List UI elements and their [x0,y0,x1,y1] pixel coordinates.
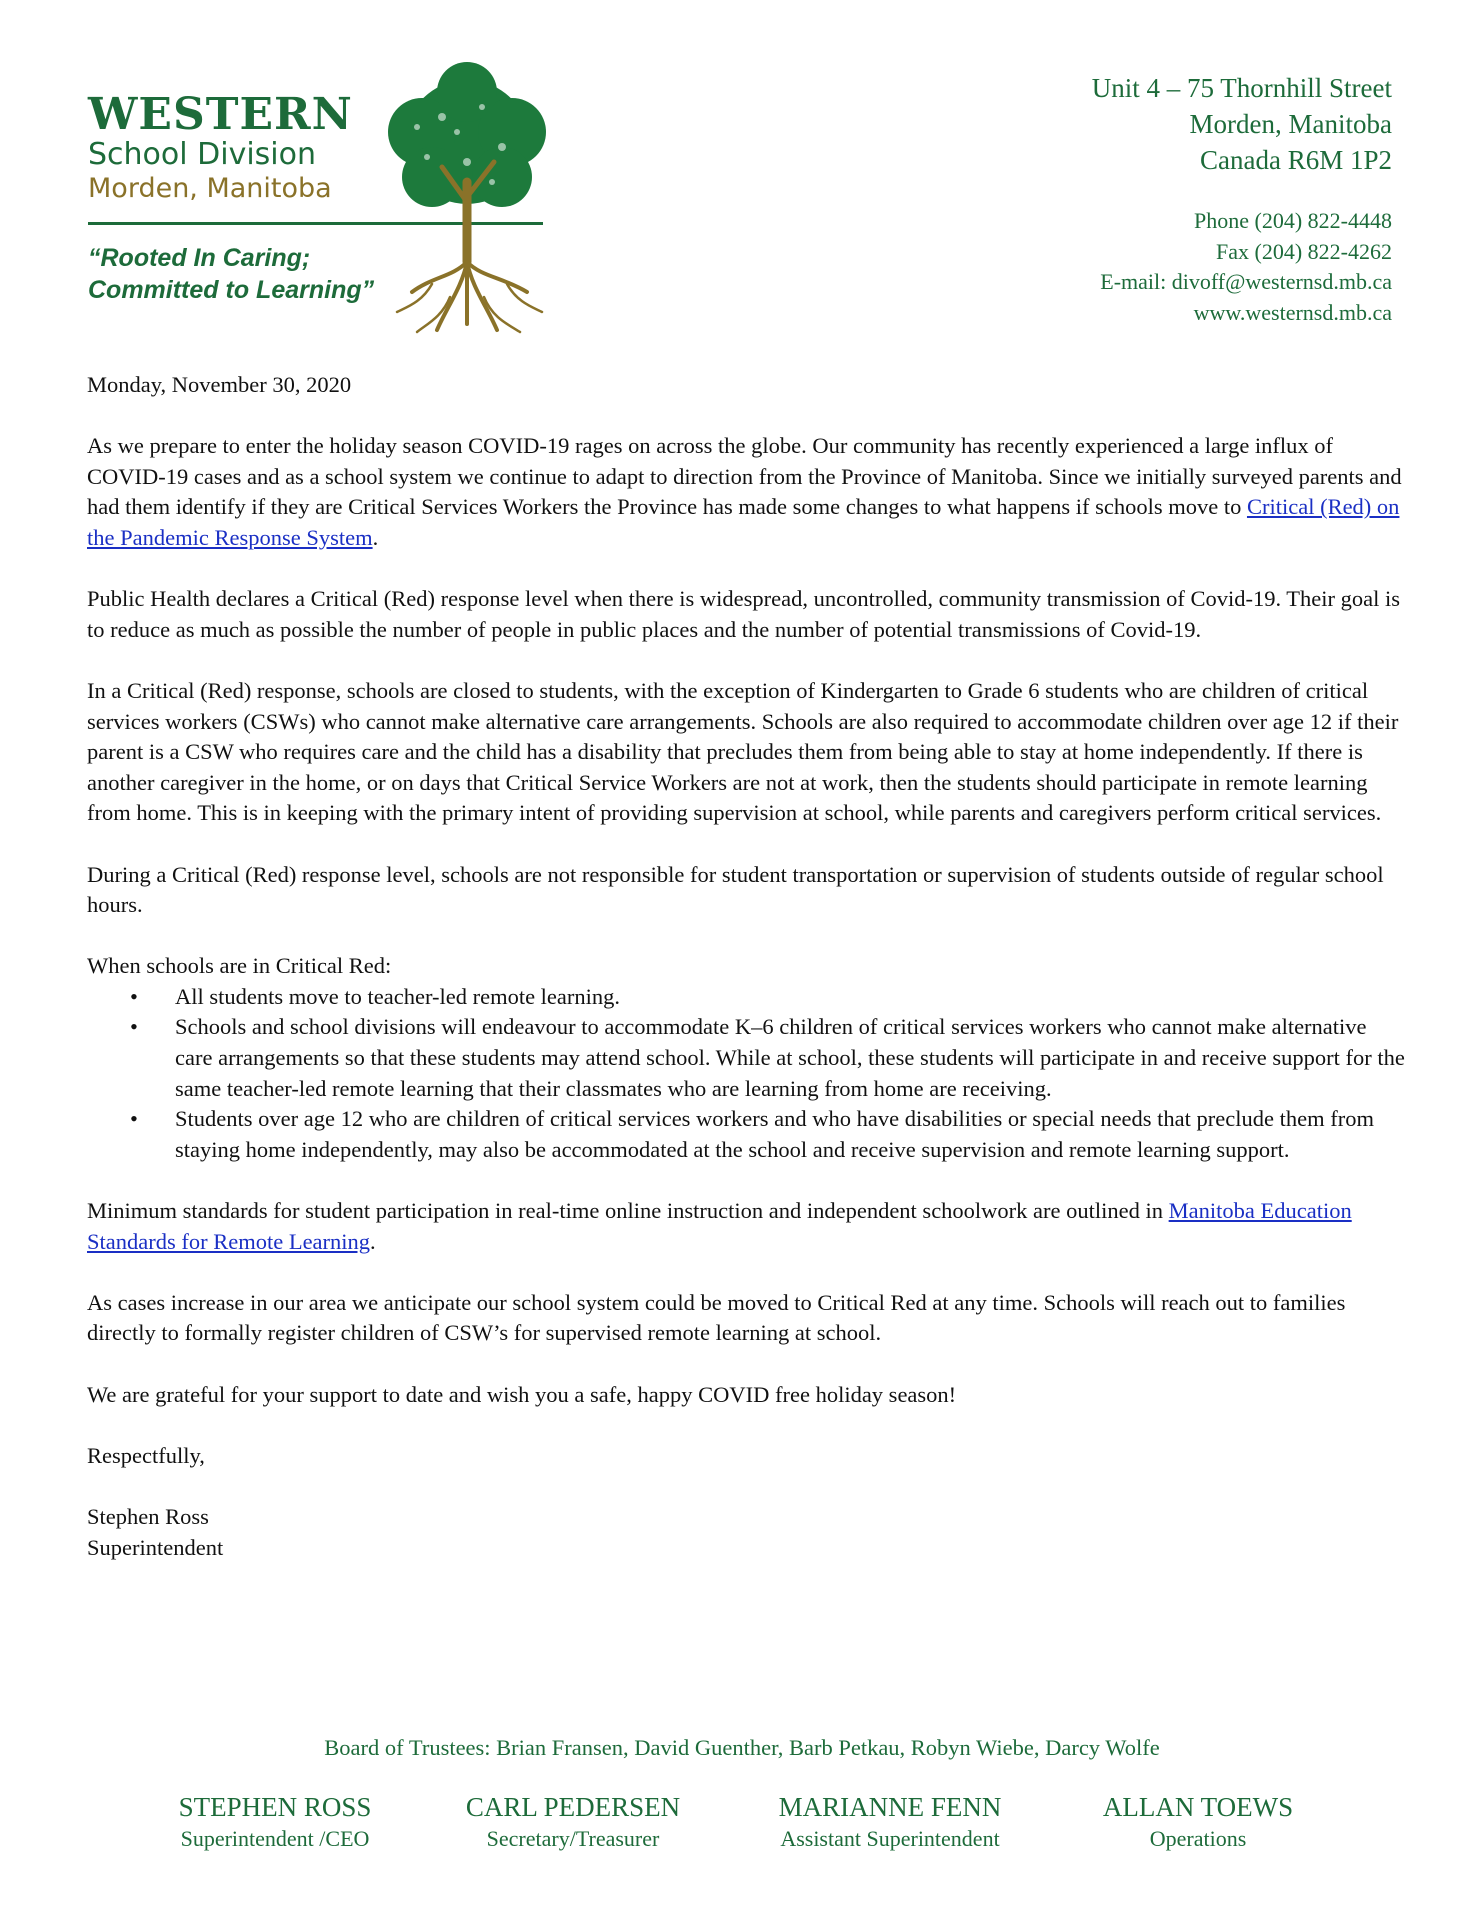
list-item: • Students over age 12 who are children of critical services workers and who have disabilities or special needs that preclude them from staying home independently, may also be accommodated at the school and receive supervision and remote learning support. [175,1104,1407,1165]
contact-info [1100,206,1392,328]
logo-subtitle: School Division [88,137,316,172]
motto-line-1: “Rooted In Caring; [88,244,311,272]
officer-title: Assistant Superintendent [780,1826,1000,1851]
list-item: • All students move to teacher-led remote learning. [175,982,1407,1013]
officer-name: MARIANNE FENN [778,1792,1002,1822]
paragraph-standards-text: Minimum standards for student participation in real-time online instruction and independent schoolwork are outlined in [87,1198,1169,1224]
officer-title: Superintendent /CEO [180,1826,370,1851]
officer-title: Operations [1149,1826,1247,1851]
officer-name: ALLAN TOEWS [1102,1792,1294,1822]
paragraph-intro [87,431,1407,553]
paragraph-standards [87,1196,1407,1257]
critical-red-list [87,982,1407,1166]
paragraph-red-response: In a Critical (Red) response, schools are closed to students, with the exception of Kindergarten to Grade 6 students who are children of critical services workers (CSWs) who cannot make alternative care arrangements. Schools are also required to accommodate children over age 12 if their parent is a CSW who requires care and the child has a disability that precludes them from being able to stay at home independently. If there is another caregiver in the home, or on days that Critical Service Workers are not at work, then the students should participate in remote learning from home. This is in keeping with the primary intent of providing supervision at school, while parents and caregivers perform critical services. [87,677,1399,826]
signer-title: Superintendent [87,1534,224,1560]
letter-date: Monday, November 30, 2020 [87,372,352,397]
motto-line-2: Committed to Learning” [88,276,375,304]
list-intro: When schools are in Critical Red: [87,953,392,979]
phone-number: Phone (204) 822-4448 [1194,208,1392,233]
paragraph-cases: As cases increase in our area we anticipate our school system could be moved to Critical Red at any time. Schools will reach out to families directly to formally register children of CSW’s for supervised remote learning at school. [87,1289,1346,1346]
paragraph-standards-end: . [370,1228,376,1254]
address-line-2: Morden, Manitoba [1189,109,1392,139]
officer-superintendent [115,1790,435,1854]
address-line-3: Canada R6M 1P2 [1200,145,1392,175]
mailing-address [1092,70,1392,178]
paragraph-intro-text: As we prepare to enter the holiday season COVID-19 rages on across the globe. Our community has recently experienced a large influx of COVID-19 cases and as a school system we continue to adapt to direction from the Province of Manitoba. Since we initially surveyed parents and had them identify if they are Critical Services Workers the Province has made some changes to what happens if schools move to [87,433,1402,520]
officer-operations [1038,1790,1358,1854]
logo-town: Morden, Manitoba [88,173,332,204]
signature-block [87,1502,1407,1563]
email-address[interactable]: E-mail: divoff@westernsd.mb.ca [1100,269,1392,294]
tree-logo-icon [372,62,562,338]
pandemic-response-link[interactable]: Critical (Red) on the Pandemic Response System [87,494,1400,550]
list-item: • Schools and school divisions will endeavour to accommodate K–6 children of critical services workers who cannot make alternative care arrangements so that these students may attend school. While at school, these students will participate in and receive support for the same teacher-led remote learning that their classmates who are learning from home are receiving. [175,1012,1407,1104]
officer-name: CARL PEDERSEN [465,1792,681,1822]
paragraph-transportation: During a Critical (Red) response level, schools are not responsible for student transportation or supervision of students outside of regular school hours. [87,861,1384,918]
officer-name: STEPHEN ROSS [178,1792,372,1822]
closing: Respectfully, [87,1442,205,1468]
paragraph-public-health: Public Health declares a Critical (Red) response level when there is widespread, uncontrolled, community transmission of Covid-19. Their goal is to reduce as much as possible the number of people in public places and the number of potential transmissions of Covid-19. [87,586,1401,642]
remote-learning-standards-link[interactable]: Manitoba Education Standards for Remote Learning [87,1198,1352,1254]
board-of-trustees: Board of Trustees: Brian Fransen, David Guenther, Barb Petkau, Robyn Wiebe, Darcy Wolfe [324,1735,1160,1760]
fax-number: Fax (204) 822-4262 [1216,238,1392,264]
motto [88,242,388,306]
website-link[interactable]: www.westernsd.mb.ca [1193,299,1392,325]
officer-assistant-superintendent [730,1790,1050,1854]
signer-name: Stephen Ross [87,1503,209,1529]
officers-row [0,1790,1484,1870]
paragraph-gratitude: We are grateful for your support to date and wish you a safe, happy COVID free holiday season! [87,1381,957,1407]
officer-title: Secretary/Treasurer [486,1826,660,1851]
letter-body [87,370,1407,1563]
address-line-1: Unit 4 – 75 Thornhill Street [1091,73,1392,103]
paragraph-intro-end: . [372,524,379,550]
logo-name: WESTERN [88,89,353,140]
officer-secretary-treasurer [413,1790,733,1854]
